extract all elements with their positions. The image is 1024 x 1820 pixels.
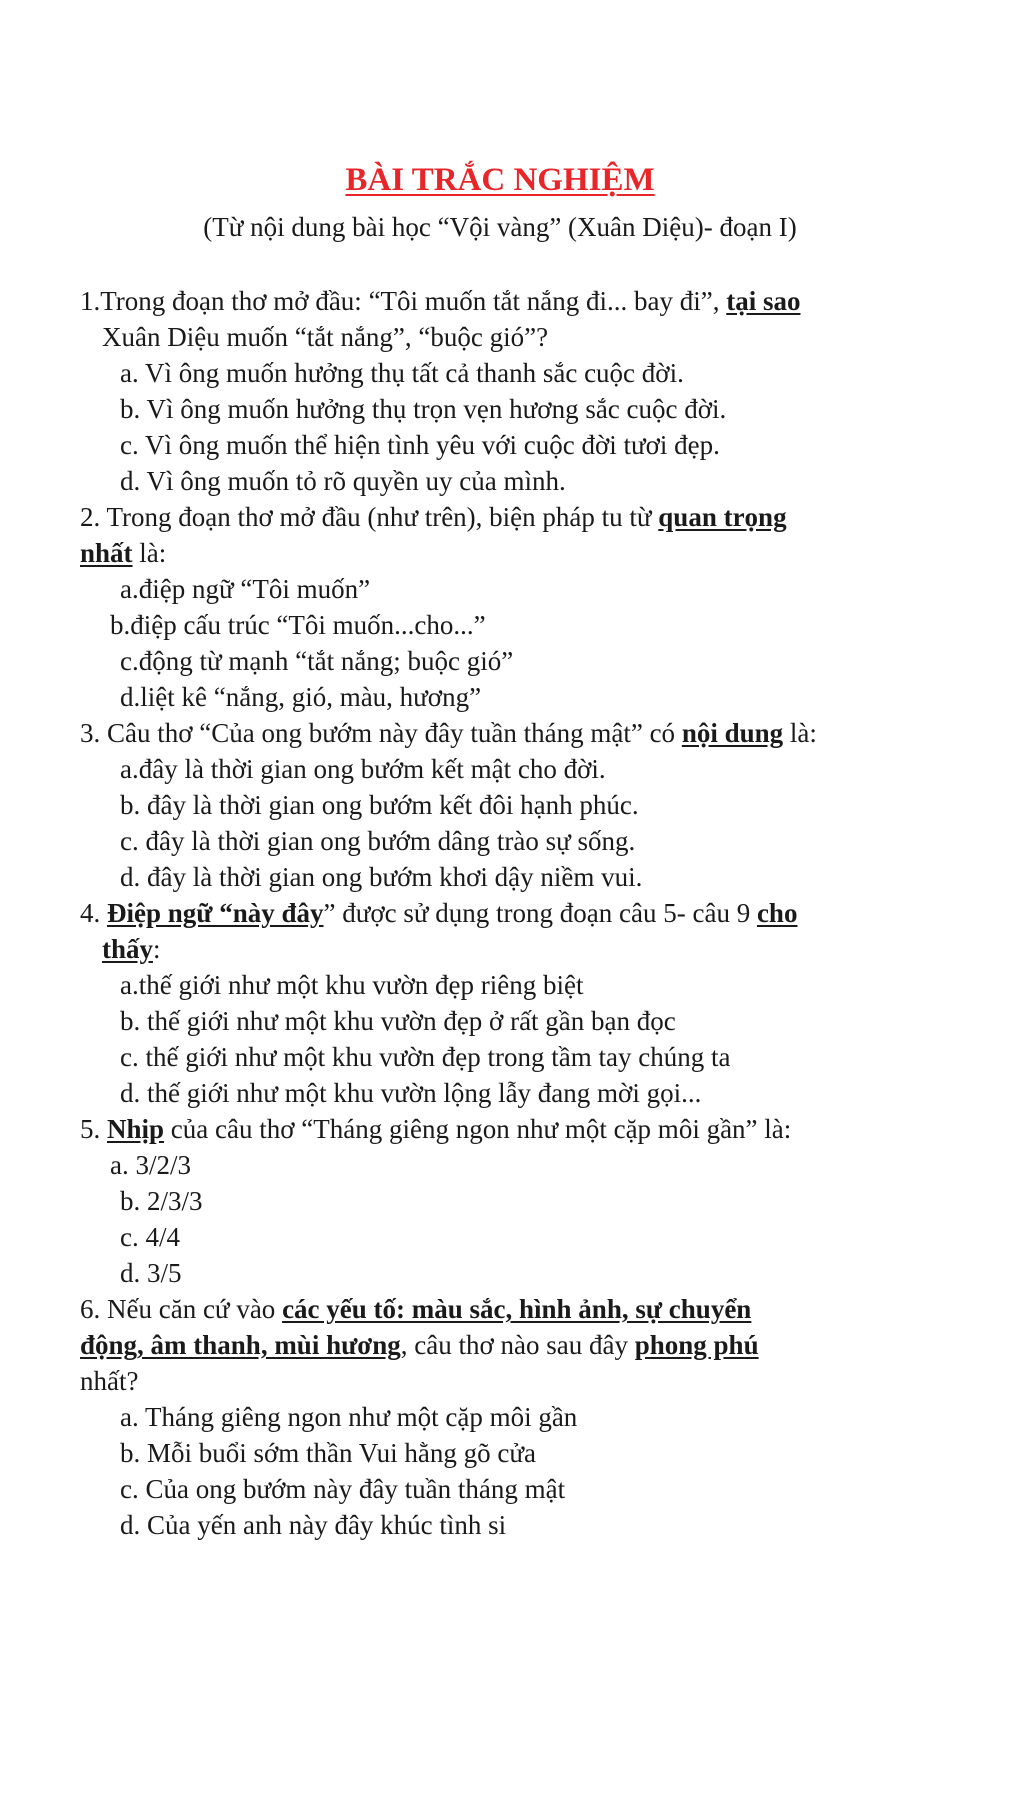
page-title: BÀI TRẮC NGHIỆM xyxy=(345,162,655,198)
question-1-text: 1.Trong đoạn thơ mở đầu: “Tôi muốn tắt nắng đi... bay đi”, xyxy=(80,286,727,316)
question-4-emphasis-3: thấy xyxy=(102,934,154,964)
question-6-text-2: , câu thơ nào sau đây xyxy=(400,1330,635,1360)
question-3-option-d: d. đây là thời gian ong bướm khơi dậy niềm vui. xyxy=(120,862,643,892)
question-1-emphasis: tại sao xyxy=(726,286,801,316)
question-3-option-c: c. đây là thời gian ong bướm dâng trào sự sống. xyxy=(120,826,636,856)
question-5-number: 5. xyxy=(80,1114,107,1144)
question-4-continued xyxy=(80,931,940,967)
question-1-option-a: a. Vì ông muốn hưởng thụ tất cả thanh sắc cuộc đời. xyxy=(120,358,684,388)
question-3-option-b: b. đây là thời gian ong bướm kết đôi hạnh phúc. xyxy=(120,790,639,820)
question-5-text: của câu thơ “Tháng giêng ngon như một cặp môi gần” là: xyxy=(164,1114,792,1144)
question-2-text: 2. Trong đoạn thơ mở đầu (như trên), biện pháp tu từ xyxy=(80,502,659,532)
question-4-option-c: c. thế giới như một khu vườn đẹp trong tầm tay chúng ta xyxy=(120,1042,731,1072)
question-6-continued xyxy=(80,1327,940,1363)
question-2-text-2: là: xyxy=(132,538,167,568)
question-2-option-b: b.điệp cấu trúc “Tôi muốn...cho...” xyxy=(110,610,486,640)
question-6-emphasis-2: động, âm thanh, mùi hương xyxy=(80,1330,401,1360)
question-6-option-a: a. Tháng giêng ngon như một cặp môi gần xyxy=(120,1402,578,1432)
question-2 xyxy=(80,499,940,535)
question-4-option-a: a.thế giới như một khu vườn đẹp riêng biệt xyxy=(120,970,584,1000)
question-5-option-c: c. 4/4 xyxy=(120,1222,180,1252)
question-1 xyxy=(80,283,940,319)
question-2-option-c: c.động từ mạnh “tắt nắng; buộc gió” xyxy=(120,646,514,676)
question-3-text: 3. Câu thơ “Của ong bướm này đây tuần tháng mật” có xyxy=(80,718,682,748)
question-4-option-d: d. thế giới như một khu vườn lộng lẫy đang mời gọi... xyxy=(120,1078,702,1108)
question-2-emphasis-2: nhất xyxy=(80,538,133,568)
question-4-emphasis: Điệp ngữ “này đây xyxy=(107,898,324,928)
question-2-option-a: a.điệp ngữ “Tôi muốn” xyxy=(120,574,371,604)
question-1-option-b: b. Vì ông muốn hưởng thụ trọn vẹn hương sắc cuộc đời. xyxy=(120,394,727,424)
question-6-text: 6. Nếu căn cứ vào xyxy=(80,1294,283,1324)
question-3-text-end: là: xyxy=(783,718,817,748)
question-1-option-c: c. Vì ông muốn thể hiện tình yêu với cuộc đời tươi đẹp. xyxy=(120,430,720,460)
question-4-option-b: b. thế giới như một khu vườn đẹp ở rất gần bạn đọc xyxy=(120,1006,676,1036)
question-4-emphasis-2: cho xyxy=(756,898,798,928)
question-5-option-d: d. 3/5 xyxy=(120,1258,182,1288)
question-5-emphasis: Nhịp xyxy=(107,1114,165,1144)
question-3-emphasis: nội dung xyxy=(681,718,784,748)
question-1-continued: Xuân Diệu muốn “tắt nắng”, “buộc gió”? xyxy=(102,322,549,352)
question-4-text: ” được sử dụng trong đoạn câu 5- câu 9 xyxy=(323,898,757,928)
quiz-content xyxy=(80,283,940,1543)
question-5-option-b: b. 2/3/3 xyxy=(120,1186,203,1216)
question-6-option-c: c. Của ong bướm này đây tuần tháng mật xyxy=(120,1474,566,1504)
question-4-number: 4. xyxy=(80,898,107,928)
question-4 xyxy=(80,895,940,931)
page-subtitle: (Từ nội dung bài học “Vội vàng” (Xuân Diệu)- đoạn I) xyxy=(203,212,797,242)
question-5-option-a: a. 3/2/3 xyxy=(110,1150,191,1180)
question-6 xyxy=(80,1291,940,1327)
question-1-option-d: d. Vì ông muốn tỏ rõ quyền uy của mình. xyxy=(120,466,566,496)
question-6-continued-2: nhất? xyxy=(80,1366,139,1396)
question-3 xyxy=(80,715,940,751)
question-6-emphasis-3: phong phú xyxy=(634,1330,759,1360)
question-2-option-d: d.liệt kê “nắng, gió, màu, hương” xyxy=(120,682,482,712)
question-6-emphasis: các yếu tố: màu sắc, hình ảnh, sự chuyển xyxy=(282,1294,752,1324)
question-5 xyxy=(80,1111,940,1147)
question-2-continued xyxy=(80,535,940,571)
question-2-emphasis: quan trọng xyxy=(658,502,787,532)
question-4-colon: : xyxy=(153,934,161,964)
question-6-option-b: b. Mỗi buổi sớm thần Vui hằng gõ cửa xyxy=(120,1438,537,1468)
question-3-option-a: a.đây là thời gian ong bướm kết mật cho đời. xyxy=(120,754,606,784)
question-6-option-d: d. Của yến anh này đây khúc tình si xyxy=(120,1510,507,1540)
